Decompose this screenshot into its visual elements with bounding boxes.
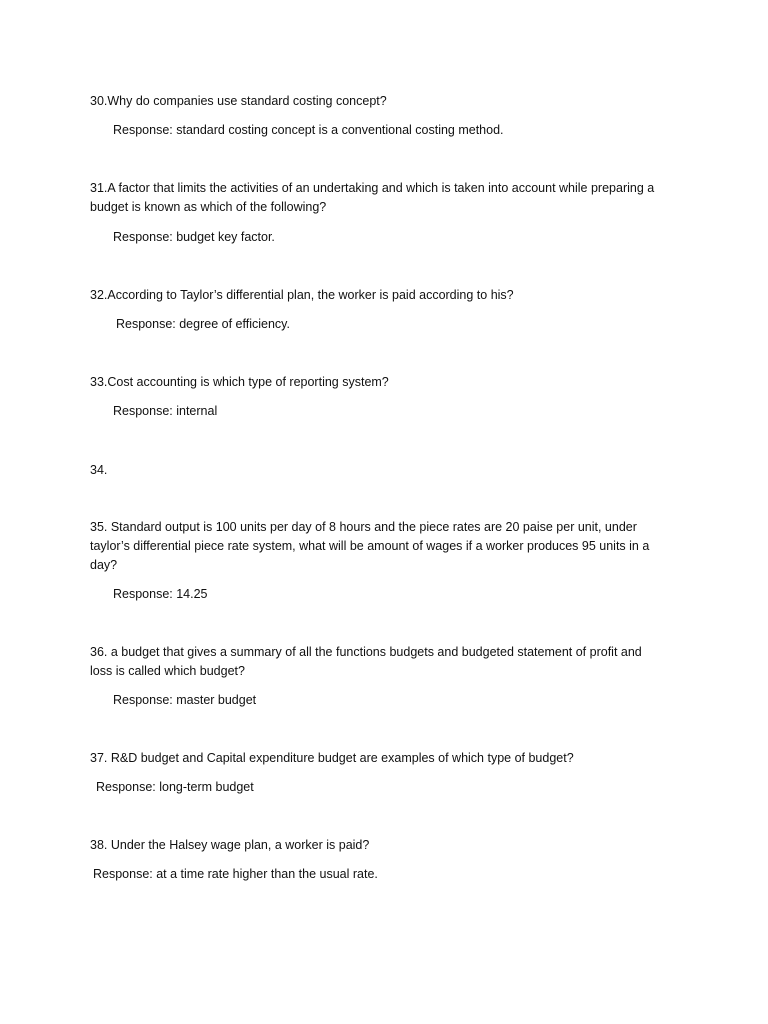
question-33-line-1: 33.Cost accounting is which type of reporting system? [90, 375, 389, 389]
question-31-line-1: 31.A factor that limits the activities of an undertaking and which is taken into account while preparing a [90, 181, 655, 195]
question-36-line-1: 36. a budget that gives a summary of all the functions budgets and budgeted statement of profit and [90, 645, 642, 659]
response-35: Response: 14.25 [113, 587, 208, 601]
response-30: Response: standard costing concept is a conventional costing method. [113, 123, 504, 137]
response-38: Response: at a time rate higher than the usual rate. [93, 867, 378, 881]
response-31: Response: budget key factor. [113, 230, 275, 244]
response-33: Response: internal [113, 404, 218, 418]
question-31-line-2: budget is known as which of the following? [90, 200, 327, 214]
question-34-line-1: 34. [90, 463, 108, 477]
response-37: Response: long-term budget [96, 780, 254, 794]
response-36: Response: master budget [113, 693, 257, 707]
question-30-line-1: 30.Why do companies use standard costing concept? [90, 94, 387, 108]
question-37-line-1: 37. R&D budget and Capital expenditure budget are examples of which type of budget? [90, 751, 574, 765]
question-35-line-3: day? [90, 558, 118, 572]
question-38-line-1: 38. Under the Halsey wage plan, a worker is paid? [90, 838, 370, 852]
question-32-line-1: 32.According to Taylor’s differential plan, the worker is paid according to his? [90, 288, 514, 302]
response-32: Response: degree of efficiency. [116, 317, 290, 331]
question-36-line-2: loss is called which budget? [90, 664, 245, 678]
question-35-line-1: 35. Standard output is 100 units per day of 8 hours and the piece rates are 20 paise per unit, under [90, 520, 637, 534]
question-35-line-2: taylor’s differential piece rate system, what will be amount of wages if a worker produces 95 units in a [90, 539, 650, 553]
